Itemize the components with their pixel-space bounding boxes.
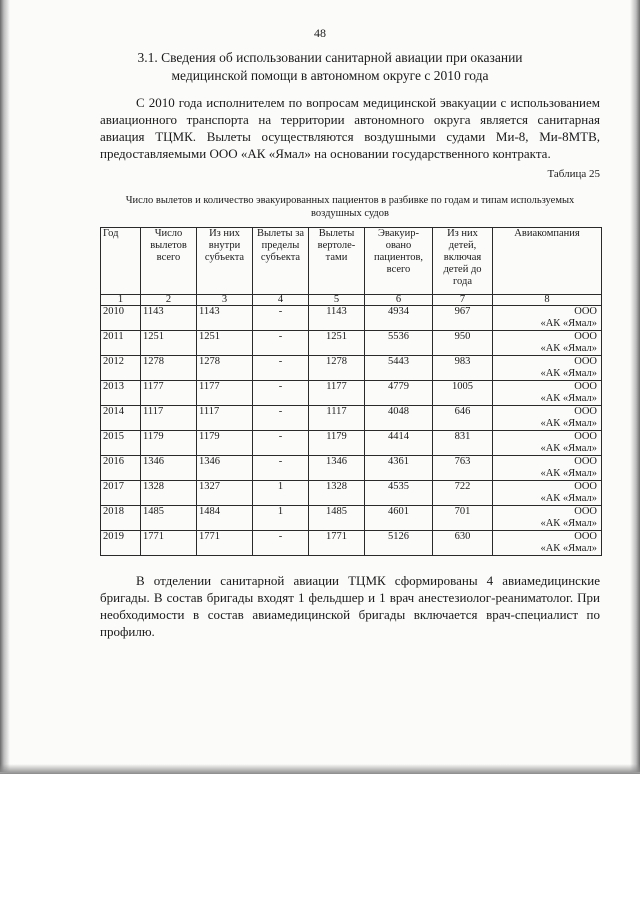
cell-total: 1485 [141,506,197,531]
table-label: Таблица 25 [547,168,600,180]
cell-evacuated: 4934 [365,306,433,331]
table-row [101,481,602,506]
airline-line-2: «АК «Ямал» [540,543,597,554]
column-number: 2 [141,295,197,306]
airline-line-1: ООО [574,531,597,542]
column-number: 1 [101,295,141,306]
cell-inside: 1251 [197,331,253,356]
cell-outside: - [253,406,309,431]
cell-helicopter: 1251 [309,331,365,356]
cell-airline [493,531,602,556]
flights-table [100,227,602,556]
table-row [101,506,602,531]
cell-year: 2018 [101,506,141,531]
cell-total: 1251 [141,331,197,356]
scan-shadow-right [630,0,640,772]
table-row [101,356,602,381]
table-row [101,531,602,556]
cell-helicopter: 1117 [309,406,365,431]
page-number: 48 [314,26,326,40]
table-row [101,456,602,481]
cell-year: 2015 [101,431,141,456]
cell-airline [493,406,602,431]
cell-outside: 1 [253,481,309,506]
airline-line-2: «АК «Ямал» [540,318,597,329]
airline-line-1: ООО [574,381,597,392]
cell-total: 1328 [141,481,197,506]
intro-paragraph: С 2010 года исполнителем по вопросам медицинской эвакуации с использованием авиационного транспорта на территории автономного округа является санитарная авиация ТЦМК. Вылеты осуществляются воздушными судами Ми-8, Ми-8МТВ, предоставляемыми ООО «АК «Ямал» на основании государственного контракта. [100,95,600,161]
cell-evacuated: 4535 [365,481,433,506]
cell-children: 1005 [433,381,493,406]
cell-total: 1278 [141,356,197,381]
airline-line-1: ООО [574,306,597,317]
cell-inside: 1117 [197,406,253,431]
cell-total: 1117 [141,406,197,431]
airline-line-1: ООО [574,481,597,492]
cell-airline [493,456,602,481]
cell-outside: 1 [253,506,309,531]
header-outside-region: Вылеты за пределы субъекта [253,228,309,295]
cell-evacuated: 4414 [365,431,433,456]
cell-year: 2013 [101,381,141,406]
header-children: Из них детей, включая детей до года [433,228,493,295]
closing-paragraph: В отделении санитарной авиации ТЦМК сформированы 4 авиамедицинские бригады. В состав бригады входят 1 фельдшер и 1 врач анестезиолог-реаниматолог. При необходимости в состав авиамедицинской бригады включается врач-специалист по профилю. [100,573,600,639]
cell-helicopter: 1346 [309,456,365,481]
column-number: 6 [365,295,433,306]
cell-helicopter: 1143 [309,306,365,331]
section-title-line-2: медицинской помощи в автономном округе с 2010 года [171,68,489,83]
cell-inside: 1346 [197,456,253,481]
cell-inside: 1278 [197,356,253,381]
cell-helicopter: 1771 [309,531,365,556]
cell-airline [493,381,602,406]
airline-line-1: ООО [574,331,597,342]
cell-airline [493,356,602,381]
cell-airline [493,481,602,506]
cell-inside: 1327 [197,481,253,506]
cell-outside: - [253,306,309,331]
cell-total: 1177 [141,381,197,406]
header-inside-region: Из них внутри субъекта [197,228,253,295]
cell-airline [493,306,602,331]
cell-evacuated: 4048 [365,406,433,431]
header-evacuated-patients: Эвакуир-овано пациентов, всего [365,228,433,295]
cell-year: 2016 [101,456,141,481]
header-year: Год [101,228,141,295]
cell-children: 950 [433,331,493,356]
cell-children: 763 [433,456,493,481]
cell-children: 983 [433,356,493,381]
cell-outside: - [253,456,309,481]
cell-airline [493,506,602,531]
cell-year: 2017 [101,481,141,506]
airline-line-1: ООО [574,456,597,467]
cell-inside: 1484 [197,506,253,531]
airline-line-1: ООО [574,506,597,517]
cell-evacuated: 4361 [365,456,433,481]
cell-evacuated: 4601 [365,506,433,531]
cell-evacuated: 5443 [365,356,433,381]
column-number: 8 [493,295,602,306]
table-row [101,331,602,356]
column-number: 3 [197,295,253,306]
cell-outside: - [253,381,309,406]
cell-children: 831 [433,431,493,456]
header-airline: Авиакомпания [493,228,602,295]
airline-line-2: «АК «Ямал» [540,468,597,479]
cell-airline [493,431,602,456]
column-number: 7 [433,295,493,306]
cell-outside: - [253,331,309,356]
header-total-flights: Число вылетов всего [141,228,197,295]
table-row [101,381,602,406]
cell-children: 630 [433,531,493,556]
cell-total: 1143 [141,306,197,331]
cell-year: 2010 [101,306,141,331]
cell-children: 722 [433,481,493,506]
cell-year: 2019 [101,531,141,556]
cell-year: 2012 [101,356,141,381]
cell-evacuated: 5536 [365,331,433,356]
header-helicopter-flights: Вылеты вертоле-тами [309,228,365,295]
cell-total: 1179 [141,431,197,456]
airline-line-1: ООО [574,356,597,367]
section-title [120,49,540,85]
cell-helicopter: 1179 [309,431,365,456]
cell-airline [493,331,602,356]
scan-shadow-left [0,0,10,772]
cell-inside: 1771 [197,531,253,556]
cell-year: 2011 [101,331,141,356]
cell-outside: - [253,431,309,456]
cell-evacuated: 5126 [365,531,433,556]
cell-inside: 1177 [197,381,253,406]
airline-line-2: «АК «Ямал» [540,343,597,354]
cell-children: 646 [433,406,493,431]
cell-outside: - [253,356,309,381]
cell-outside: - [253,531,309,556]
table-caption: Число вылетов и количество эвакуированных пациентов в разбивке по годам и типам используемых воздушных судов [125,195,575,219]
airline-line-2: «АК «Ямал» [540,443,597,454]
cell-total: 1346 [141,456,197,481]
cell-evacuated: 4779 [365,381,433,406]
cell-inside: 1179 [197,431,253,456]
cell-children: 701 [433,506,493,531]
airline-line-2: «АК «Ямал» [540,518,597,529]
cell-helicopter: 1328 [309,481,365,506]
cell-total: 1771 [141,531,197,556]
table-row [101,306,602,331]
airline-line-2: «АК «Ямал» [540,393,597,404]
airline-line-2: «АК «Ямал» [540,418,597,429]
table-row [101,431,602,456]
cell-helicopter: 1278 [309,356,365,381]
cell-year: 2014 [101,406,141,431]
scan-shadow-bottom [0,764,640,774]
airline-line-1: ООО [574,431,597,442]
airline-line-2: «АК «Ямал» [540,368,597,379]
table-column-numbers-row [101,295,602,306]
cell-inside: 1143 [197,306,253,331]
airline-line-2: «АК «Ямал» [540,493,597,504]
column-number: 4 [253,295,309,306]
section-title-line-1: 3.1. Сведения об использовании санитарной авиации при оказании [137,50,523,65]
airline-line-1: ООО [574,406,597,417]
cell-helicopter: 1485 [309,506,365,531]
column-number: 5 [309,295,365,306]
table-row [101,406,602,431]
table-header-row [101,228,602,295]
cell-children: 967 [433,306,493,331]
cell-helicopter: 1177 [309,381,365,406]
